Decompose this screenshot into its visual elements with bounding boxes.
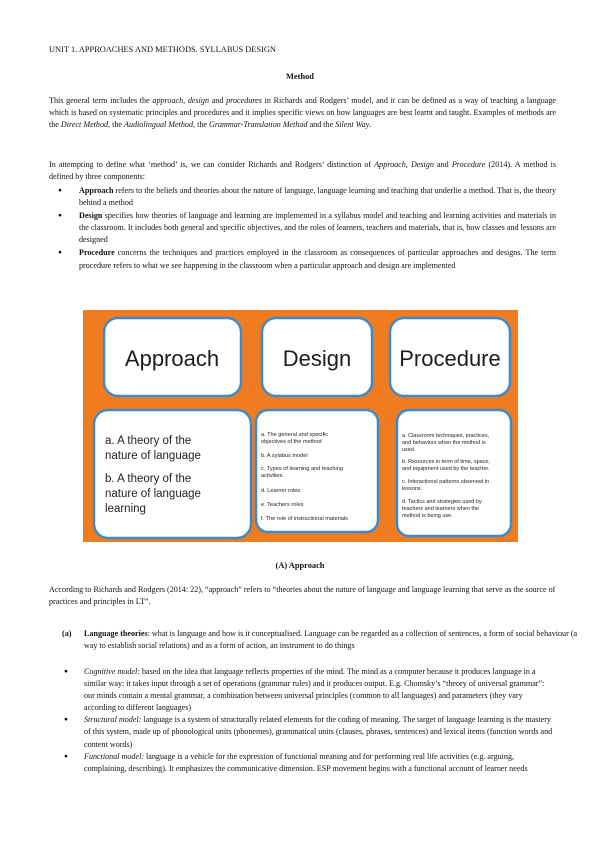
language-theories-item: (a) Language theories: what is language and how is it conceptualised. Language can be regarded as a collection of sentences, a form of social behaviour (a way to establish social relations) and as a form of action, an instrument to do things — [62, 629, 578, 651]
procedure-item: c. Interactional patterns observed in — [402, 479, 490, 485]
design-item: activities. — [261, 473, 285, 479]
design-item: c. Types of learning and teaching — [261, 466, 343, 472]
approach-intro-paragraph: According to Richards and Rodgers (2014: 22), “approach” refers to “theories about the nature of language and language learning that serve as the source of practices and principles in LT”. — [49, 585, 556, 607]
unit-title: UNIT 1. APPROACHES AND METHODS. SYLLABUS DESIGN — [49, 45, 276, 54]
procedure-item: method is being use. — [402, 513, 453, 519]
design-item: e. Teachers roles — [261, 502, 304, 508]
approach-item: nature of language — [105, 488, 201, 500]
design-item: b. A sylabus model — [261, 453, 308, 459]
procedure-item: lessons. — [402, 486, 423, 492]
design-item: d. Learner roles — [261, 488, 301, 494]
method-heading: Method — [286, 72, 314, 81]
procedure-item: and equipment used by the teacher. — [402, 466, 490, 472]
list-item: ● Procedure concerns the techniques and practices employed in the classroom as consequences of particular approaches and designs. The term procedure refers to what we see happening in the classroom when a particular approach and design are implemented — [49, 247, 556, 271]
approach-title: Approach — [124, 346, 220, 371]
design-item: objectives of the method — [261, 439, 322, 445]
design-item: a. The general and specific — [261, 432, 329, 438]
approach-design-procedure-diagram — [83, 310, 518, 542]
intro-paragraph: This general term includes the approach, design and procedures in Richards and Rodgers’ model, and it can be defined as a way of teaching a language which is based on systematic principles and procedures and it implies specific views on how languages are best learnt and taught. Examples of methods are the Direct Method, the Audiolingual Method, the Grammar-Translation Method and the Silent Way. — [49, 96, 557, 130]
list-item: ● Design specifies how theories of language and learning are implemented in a syllabus model and teaching and learning activities and materials in the classroom. It includes both general and specific objectives, and the roles of learners, teachers and materials, that is, how classes and lessons are designed — [49, 210, 556, 246]
approach-item: nature of language — [105, 450, 201, 462]
list-item: ● Approach refers to the beliefs and theories about the nature of language, language learning and teaching that underlie a method. That is, the theory behind a method — [49, 185, 556, 209]
design-title: Design — [282, 346, 352, 371]
definition-paragraph: In attempting to define what ‘method’ is, we can consider Richards and Rodgers’ distinction of Approach, Design and Procedure (2014). A method is defined by three components: — [49, 160, 557, 182]
list-item: ● Functional model: language is a vehicle for the expression of functional meaning and for performing real life activities (e.g. arguing, complaining, describing). It emphasizes the communicative dimension. ESP movement begins with a functional account of learner needs — [59, 751, 556, 775]
list-item: ● Cognitive model: based on the idea that language reflects properties of the mind. The mind as a computer because it produces language in a similar way: it takes input through a set of operations (grammar rules) and it produces output. E.g. Chomsky’s “theory of universal grammar”: our minds contain a mental grammar, a combination between universal principles (common to all languages) and parameters (they vary according to different languages) — [59, 666, 556, 714]
procedure-item: d. Tactics and strategies used by — [402, 499, 482, 505]
design-item: f. The role of instructional materials — [261, 516, 348, 522]
list-item: ● Structural model: language is a system of structurally related elements for the coding of meaning. The target of language learning is the mastery of this system, made up of phonological units (phonemes), grammatical units (clauses, phrases, sentences) and lexical items (function words and content words) — [59, 714, 556, 750]
procedure-item: and behaviors when the method is — [402, 440, 486, 446]
components-list — [49, 185, 556, 273]
procedure-item: a. Classroom techniques, practices, — [402, 433, 490, 439]
approach-caption: (A) Approach — [275, 561, 325, 570]
procedure-item: teachers and learners when the — [402, 506, 480, 512]
models-list — [59, 666, 556, 775]
procedure-title: Procedure — [399, 346, 501, 371]
procedure-item: used. — [402, 447, 416, 453]
approach-item: a. A theory of the — [105, 435, 192, 447]
approach-item: learning — [105, 503, 146, 515]
approach-item: b. A theory of the — [105, 473, 192, 485]
list-label: (a) — [62, 629, 72, 638]
procedure-item: b. Resources in term of time, space, — [402, 459, 491, 465]
